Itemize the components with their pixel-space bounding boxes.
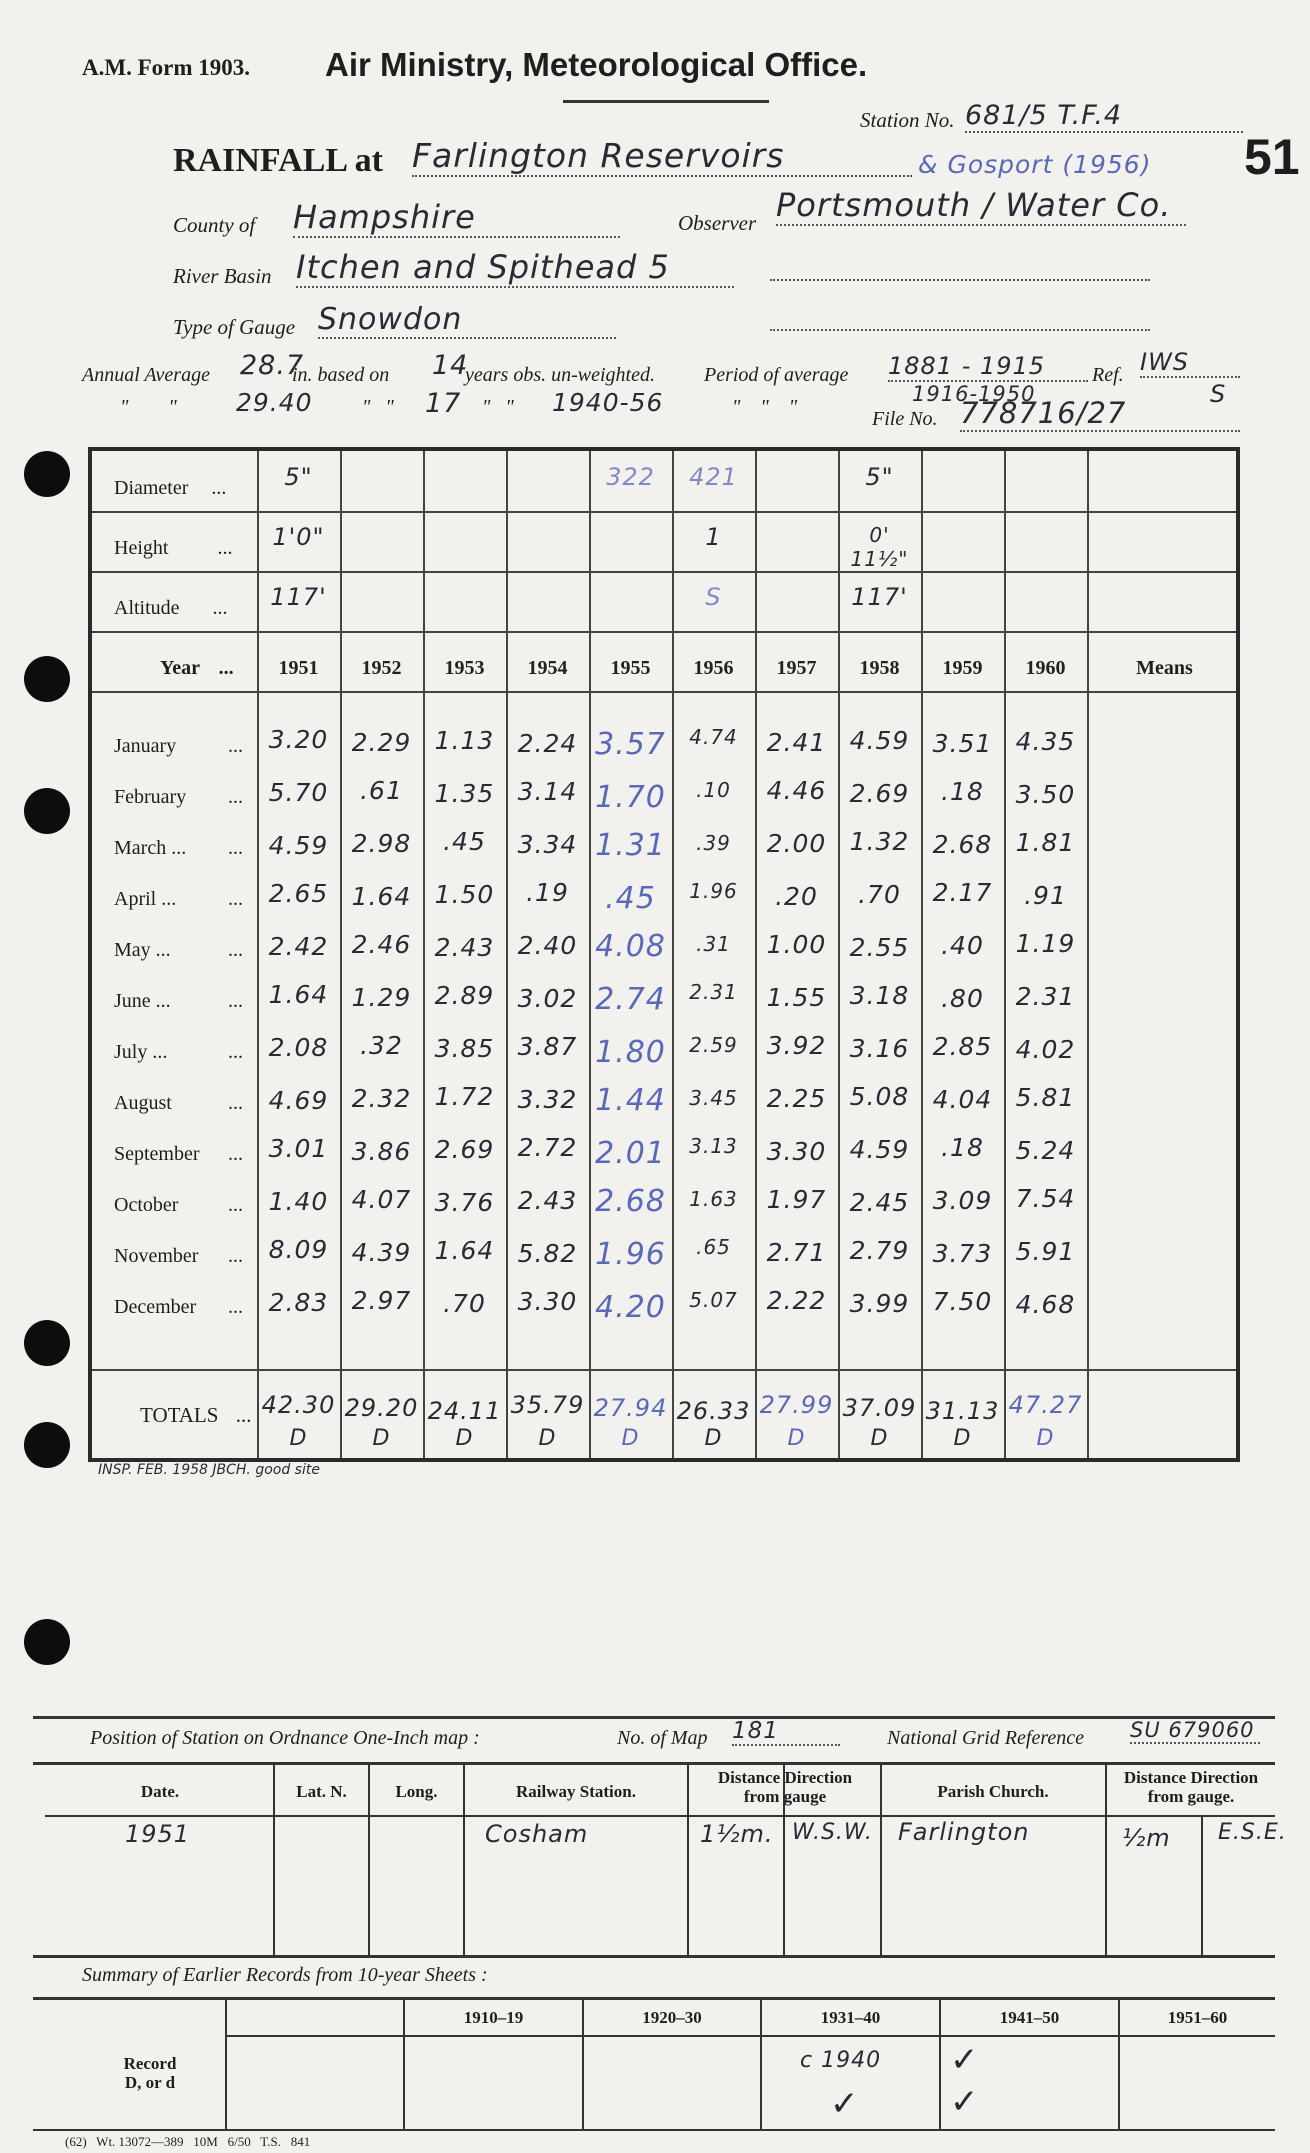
diameter-cell: 322 <box>606 463 655 491</box>
map-value: 181 <box>732 1718 840 1746</box>
c1940-note: c 1940 <box>800 2048 882 2073</box>
rainfall-value: .40 <box>941 931 984 960</box>
rainfall-value: 3.85 <box>434 1034 495 1063</box>
station-no-value: 681/5 T.F.4 <box>965 100 1243 133</box>
rainfall-value: 7.50 <box>932 1287 993 1316</box>
means-header: Means <box>1136 657 1193 679</box>
river-basin-label: River Basin <box>173 264 272 288</box>
month-label: August ... <box>114 1092 243 1114</box>
divider <box>33 1997 1275 2000</box>
ditto-marks: " " <box>482 396 514 418</box>
rainfall-value: 4.04 <box>932 1085 993 1114</box>
diameter-cell: 421 <box>689 463 738 491</box>
date-header: Date. <box>140 1782 180 1801</box>
rainfall-value: 2.79 <box>849 1236 910 1265</box>
year-header: 1956 <box>693 657 734 679</box>
rainfall-value: 1.70 <box>595 780 666 815</box>
rainfall-value: .31 <box>696 932 731 956</box>
rainfall-value: 7.54 <box>1015 1184 1076 1213</box>
month-label: October ... <box>114 1194 243 1216</box>
rainfall-value: 3.45 <box>689 1086 738 1110</box>
rainfall-value: 1.96 <box>595 1237 666 1272</box>
rainfall-value: 4.02 <box>1015 1035 1076 1064</box>
month-label: September ... <box>114 1143 243 1165</box>
river-basin-value: Itchen and Spithead 5 <box>296 248 734 288</box>
rainfall-value: 4.59 <box>268 831 329 860</box>
divider <box>33 1762 1275 1765</box>
rainfall-value: 2.41 <box>766 728 827 757</box>
railway-header: Railway Station. <box>516 1782 636 1801</box>
diameter-cell: 5" <box>865 463 894 491</box>
form-id: A.M. Form 1903. <box>82 55 250 80</box>
rainfall-value: 2.43 <box>517 1186 578 1215</box>
rainfall-value: 1.31 <box>595 828 666 863</box>
total-mark: D <box>953 1426 972 1451</box>
rainfall-value: 2.29 <box>351 728 412 757</box>
rainfall-value: 3.50 <box>1015 780 1076 809</box>
ref-value-2: S <box>1210 380 1227 408</box>
total-value: 27.99 <box>759 1391 834 1419</box>
ditto-marks: " " " <box>732 396 798 418</box>
totals-label: TOTALS ... <box>140 1403 252 1427</box>
rainfall-value: 4.08 <box>595 929 666 964</box>
file-no-label: File No. <box>872 408 938 430</box>
rainfall-value: .18 <box>941 1133 984 1162</box>
total-mark: D <box>538 1426 557 1451</box>
punch-hole <box>24 1320 70 1366</box>
month-label: April ... ... <box>114 888 243 910</box>
rainfall-value: 2.85 <box>932 1032 993 1061</box>
rainfall-value: 2.98 <box>351 829 412 858</box>
decade-1910: 1910–19 <box>463 2008 524 2027</box>
year-header: 1959 <box>942 657 983 679</box>
long-header: Long. <box>395 1782 438 1801</box>
rainfall-label: RAINFALL at <box>173 142 383 179</box>
record-label: Record D, or d <box>123 2054 177 2092</box>
rainfall-value: 4.69 <box>268 1086 329 1115</box>
rainfall-value: 3.86 <box>351 1137 412 1166</box>
observer-label: Observer <box>678 211 757 235</box>
ref-value: IWS <box>1140 348 1240 378</box>
rainfall-value: 3.30 <box>517 1287 578 1316</box>
rainfall-value: 2.69 <box>434 1135 495 1164</box>
rainfall-value: 3.32 <box>517 1085 578 1114</box>
parish-church: Farlington <box>898 1818 1030 1846</box>
map-label: No. of Map <box>617 1727 708 1749</box>
position-label: Position of Station on Ordnance One-Inch map : <box>90 1727 480 1749</box>
altitude-cell: 117' <box>851 583 908 611</box>
annual-based-label: in. based on <box>292 364 390 386</box>
rainfall-value: 2.32 <box>351 1084 412 1113</box>
org-title: Air Ministry, Meteorological Office. <box>325 46 868 83</box>
rainfall-value: 1.72 <box>434 1082 495 1111</box>
rainfall-value: 2.83 <box>268 1288 329 1317</box>
rainfall-value: 2.69 <box>849 779 910 808</box>
annual-average-label: Annual Average <box>82 364 210 386</box>
rainfall-value: 1.50 <box>434 880 495 909</box>
period-value-2: 1940-56 <box>552 388 664 417</box>
rainfall-value: 2.72 <box>517 1133 578 1162</box>
check-mark: ✓ <box>830 2084 860 2124</box>
rainfall-value: 4.74 <box>689 725 738 749</box>
total-mark: D <box>372 1426 391 1451</box>
rainfall-value: 2.31 <box>689 980 738 1004</box>
blank-line <box>770 328 1150 331</box>
year-header: 1951 <box>278 657 319 679</box>
rainfall-value: 2.43 <box>434 933 495 962</box>
rainfall-value: .70 <box>858 880 901 909</box>
rainfall-value: 1.64 <box>351 882 412 911</box>
lat-header: Lat. N. <box>296 1782 347 1801</box>
divider <box>45 1815 1275 1817</box>
rainfall-value: 3.16 <box>849 1034 910 1063</box>
total-mark: D <box>621 1426 640 1451</box>
rainfall-value: 3.92 <box>766 1031 827 1060</box>
rainfall-value: 1.29 <box>351 983 412 1012</box>
annual-years-label: years obs. un-weighted. <box>465 364 655 386</box>
grid-ref-label: National Grid Reference <box>887 1727 1084 1749</box>
rainfall-value: 1.19 <box>1015 929 1076 958</box>
month-label: January ... <box>114 735 243 757</box>
total-mark: D <box>870 1426 889 1451</box>
rainfall-value: 5.70 <box>268 778 329 807</box>
rainfall-value: 1.81 <box>1015 828 1076 857</box>
gauge-label: Type of Gauge <box>173 315 296 339</box>
rainfall-value: 4.59 <box>849 726 910 755</box>
rainfall-value: 1.40 <box>268 1187 329 1216</box>
total-value: 31.13 <box>925 1397 1000 1425</box>
rainfall-value: .61 <box>360 776 403 805</box>
rainfall-value: 5.82 <box>517 1239 578 1268</box>
year-header: 1958 <box>859 657 900 679</box>
annual-average-value: 28.7 <box>240 350 305 381</box>
rainfall-value: 1.97 <box>766 1185 827 1214</box>
rainfall-value: 5.07 <box>689 1288 738 1312</box>
rainfall-value: 2.40 <box>517 931 578 960</box>
total-value: 24.11 <box>427 1397 502 1425</box>
check-mark: ✓ <box>950 2040 980 2080</box>
rainfall-table <box>88 447 1240 1462</box>
rainfall-value: 2.22 <box>766 1286 827 1315</box>
page-number: 51 <box>1244 129 1300 185</box>
rainfall-value: 3.18 <box>849 981 910 1010</box>
rainfall-value: 3.57 <box>595 727 666 762</box>
blank-line <box>770 278 1150 281</box>
rainfall-value: 2.59 <box>689 1033 738 1057</box>
rainfall-value: 3.99 <box>849 1289 910 1318</box>
rail-distance: 1½m. <box>700 1820 774 1848</box>
total-mark: D <box>455 1426 474 1451</box>
year-header: 1953 <box>444 657 485 679</box>
rainfall-value: 3.14 <box>517 777 578 806</box>
rainfall-value: 2.68 <box>595 1184 666 1219</box>
punch-hole <box>24 656 70 702</box>
rainfall-value: 3.02 <box>517 984 578 1013</box>
year-label: Year ... <box>160 657 234 679</box>
rainfall-value: 2.25 <box>766 1084 827 1113</box>
rainfall-value: 3.09 <box>932 1186 993 1215</box>
decade-1951: 1951–60 <box>1167 2008 1228 2027</box>
month-label: June ... ... <box>114 990 243 1012</box>
total-value: 42.30 <box>261 1391 336 1419</box>
rainfall-value: 1.96 <box>689 879 738 903</box>
rainfall-value: 3.34 <box>517 830 578 859</box>
period-label: Period of average <box>704 364 849 386</box>
rainfall-value: 3.13 <box>689 1134 738 1158</box>
month-label: November ... <box>114 1245 243 1267</box>
rainfall-value: 3.73 <box>932 1239 993 1268</box>
annual-years-value-2: 17 <box>425 388 462 419</box>
rainfall-value: .32 <box>360 1031 403 1060</box>
year-header: 1954 <box>527 657 568 679</box>
rainfall-value: 5.08 <box>849 1082 910 1111</box>
month-label: July ... ... <box>114 1041 243 1063</box>
rainfall-value: .45 <box>605 881 656 916</box>
rainfall-value: 2.65 <box>268 879 329 908</box>
rainfall-value: 1.13 <box>434 726 495 755</box>
ditto-marks: " " <box>120 396 177 418</box>
diameter-label: Diameter ... <box>114 477 227 499</box>
rainfall-value: 4.59 <box>849 1135 910 1164</box>
rainfall-value: 8.09 <box>268 1235 329 1264</box>
parish-distance-header: Distance Direction from gauge. <box>1123 1768 1259 1806</box>
ref-label: Ref. <box>1092 364 1124 386</box>
rainfall-value: 3.20 <box>268 725 329 754</box>
rainfall-value: 2.97 <box>351 1286 412 1315</box>
rainfall-value: 1.80 <box>595 1035 666 1070</box>
rainfall-value: 1.35 <box>434 779 495 808</box>
height-label: Height ... <box>114 537 233 559</box>
rainfall-value: .65 <box>696 1235 731 1259</box>
year-header: 1960 <box>1025 657 1066 679</box>
rainfall-value: 4.39 <box>351 1238 412 1267</box>
rainfall-value: .18 <box>941 777 984 806</box>
file-no-value: 778716/27 <box>960 396 1240 432</box>
print-code: (62) Wt. 13072—389 10M 6/50 T.S. 841 <box>65 2134 311 2149</box>
rainfall-value: 1.55 <box>766 983 827 1012</box>
rainfall-value: 1.32 <box>849 827 910 856</box>
rail-distance-header: Distance Direction from gauge <box>717 1768 853 1806</box>
total-mark: D <box>704 1426 723 1451</box>
punch-hole <box>24 788 70 834</box>
total-value: 29.20 <box>344 1394 419 1422</box>
total-mark: D <box>289 1426 308 1451</box>
rainfall-value: 4.68 <box>1015 1290 1076 1319</box>
rainfall-value: 3.51 <box>932 729 993 758</box>
county-label: County of <box>173 213 256 237</box>
height-cell: 0' 11½" <box>850 523 909 571</box>
total-mark: D <box>787 1426 806 1451</box>
rainfall-value: 2.08 <box>268 1033 329 1062</box>
rainfall-value: 4.07 <box>351 1185 412 1214</box>
rainfall-value: 2.24 <box>517 729 578 758</box>
rail-direction: W.S.W. <box>792 1820 873 1845</box>
title-underline <box>563 100 769 103</box>
month-label: May ... ... <box>114 939 243 961</box>
rainfall-value: .70 <box>443 1289 486 1318</box>
decade-1931: 1931–40 <box>820 2008 881 2027</box>
total-value: 47.27 <box>1008 1391 1083 1419</box>
rainfall-value: .10 <box>696 778 731 802</box>
rainfall-value: 2.74 <box>595 982 666 1017</box>
month-label: December ... <box>114 1296 243 1318</box>
rainfall-value: 2.55 <box>849 933 910 962</box>
rainfall-value: 1.64 <box>268 980 329 1009</box>
gosport-note: & Gosport (1956) <box>918 150 1152 179</box>
rainfall-value: .39 <box>696 831 731 855</box>
railway-station: Cosham <box>485 1820 589 1848</box>
rainfall-value: 4.46 <box>766 776 827 805</box>
rainfall-value: .19 <box>526 878 569 907</box>
gauge-value: Snowdon <box>318 302 616 339</box>
altitude-cell: 117' <box>270 583 327 611</box>
punch-hole <box>24 1619 70 1665</box>
year-header: 1952 <box>361 657 402 679</box>
total-value: 26.33 <box>676 1397 751 1425</box>
year-header: 1957 <box>776 657 817 679</box>
grid-ref-value: SU 679060 <box>1130 1718 1260 1744</box>
total-mark: D <box>1036 1426 1055 1451</box>
rainfall-value: 2.45 <box>849 1188 910 1217</box>
diameter-cell: 5" <box>284 463 313 491</box>
rainfall-location: Farlington Reservoirs <box>412 136 912 177</box>
rainfall-value: 4.20 <box>595 1290 666 1325</box>
rainfall-value: 5.91 <box>1015 1237 1076 1266</box>
ditto-marks: " " <box>362 396 394 418</box>
rainfall-value: 5.81 <box>1015 1083 1076 1112</box>
county-value: Hampshire <box>293 198 620 238</box>
total-value: 27.94 <box>593 1394 668 1422</box>
rainfall-value: 2.68 <box>932 830 993 859</box>
parish-distance: ½m <box>1122 1824 1171 1852</box>
annual-average-value-2: 29.40 <box>236 388 313 417</box>
rainfall-value: 2.46 <box>351 930 412 959</box>
summary-label: Summary of Earlier Records from 10-year Sheets : <box>82 1964 488 1986</box>
height-cell: 1'0" <box>272 523 325 551</box>
rainfall-value: 2.42 <box>268 932 329 961</box>
month-label: March ... ... <box>114 837 243 859</box>
altitude-cell: S <box>705 583 722 611</box>
rainfall-value: 1.00 <box>766 930 827 959</box>
divider <box>33 1716 1275 1719</box>
observer-value: Portsmouth / Water Co. <box>776 186 1186 226</box>
month-label: February ... <box>114 786 243 808</box>
rainfall-value: 2.00 <box>766 829 827 858</box>
rainfall-value: 3.01 <box>268 1134 329 1163</box>
rainfall-value: .91 <box>1024 881 1067 910</box>
position-date: 1951 <box>125 1820 191 1848</box>
parish-direction: E.S.E. <box>1218 1820 1287 1845</box>
rainfall-value: .20 <box>775 882 818 911</box>
station-no-label: Station No. <box>860 108 955 132</box>
total-value: 35.79 <box>510 1391 585 1419</box>
rainfall-value: 3.76 <box>434 1188 495 1217</box>
period-value-3: 1916-1950 <box>912 382 1036 406</box>
rainfall-value: 1.44 <box>595 1083 666 1118</box>
annual-years-value: 14 <box>432 350 469 381</box>
check-mark: ✓ <box>950 2082 980 2122</box>
rainfall-value: 2.89 <box>434 981 495 1010</box>
rainfall-value: 5.24 <box>1015 1136 1076 1165</box>
period-value: 1881 - 1915 <box>888 352 1088 382</box>
year-header: 1955 <box>610 657 651 679</box>
rainfall-value: 2.01 <box>595 1136 666 1171</box>
parish-header: Parish Church. <box>937 1782 1049 1801</box>
rainfall-value: 2.71 <box>766 1238 827 1267</box>
rainfall-value: 4.35 <box>1015 727 1076 756</box>
decade-1920: 1920–30 <box>642 2008 702 2027</box>
rainfall-value: .45 <box>443 827 486 856</box>
punch-hole <box>24 451 70 497</box>
altitude-label: Altitude ... <box>114 597 228 619</box>
inspection-note: INSP. FEB. 1958 JBCH. good site <box>98 1462 320 1478</box>
divider <box>33 1955 1275 1958</box>
total-value: 37.09 <box>842 1394 917 1422</box>
rainfall-value: 2.17 <box>932 878 993 907</box>
rainfall-value: 3.87 <box>517 1032 578 1061</box>
punch-hole <box>24 1422 70 1468</box>
rainfall-value: .80 <box>941 984 984 1013</box>
rainfall-value: 1.63 <box>689 1187 738 1211</box>
decade-1941: 1941–50 <box>999 2008 1060 2027</box>
height-cell: 1 <box>705 523 722 551</box>
rainfall-value: 3.30 <box>766 1137 827 1166</box>
rainfall-value: 1.64 <box>434 1236 495 1265</box>
rainfall-value: 2.31 <box>1015 982 1076 1011</box>
